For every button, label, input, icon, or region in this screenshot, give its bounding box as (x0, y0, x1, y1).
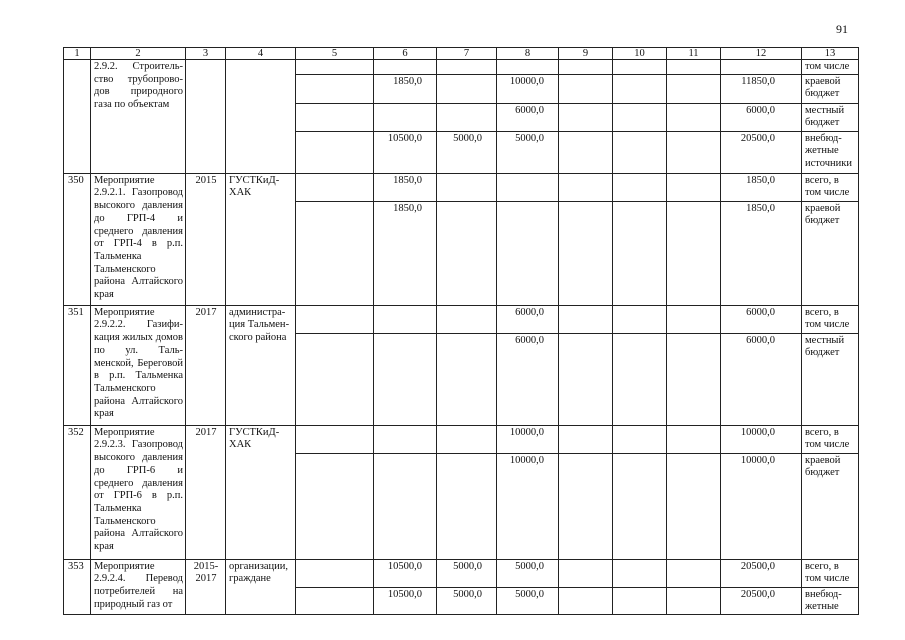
funding-row (64, 559, 859, 587)
amount-cell-6 (374, 60, 437, 75)
total-cell: 20500,0 (721, 559, 802, 587)
funding-row (64, 425, 859, 453)
amount-cell-7: 5000,0 (437, 131, 497, 173)
amount-cell-8: 6000,0 (497, 103, 559, 131)
header-cell: 1 (64, 48, 91, 60)
amount-cell-7 (437, 60, 497, 75)
year-cell: 2015 (186, 173, 226, 305)
empty-cell (559, 103, 613, 131)
activity-description: Мероприятие 2.9.2.1. Газопровод высокого давления до ГРП-4 и среднего давления от ГРП-4 в р.п. Тальменка Тальменского района Алтайского края (91, 173, 186, 305)
funding-source-cell: местный бюджет (802, 333, 859, 425)
executor-cell: организации, граждане (226, 559, 296, 614)
amount-cell-7: 5000,0 (437, 587, 497, 614)
total-cell: 6000,0 (721, 103, 802, 131)
amount-cell-7 (437, 425, 497, 453)
header-cell: 10 (613, 48, 667, 60)
empty-cell (296, 453, 374, 559)
funding-source-cell: том числе (802, 60, 859, 75)
amount-cell-6: 1850,0 (374, 74, 437, 103)
total-cell: 11850,0 (721, 74, 802, 103)
empty-cell (559, 425, 613, 453)
amount-cell-8: 6000,0 (497, 333, 559, 425)
amount-cell-6 (374, 425, 437, 453)
total-cell: 6000,0 (721, 305, 802, 333)
amount-cell-6 (374, 453, 437, 559)
page-number: 91 (836, 22, 848, 36)
empty-cell (296, 74, 374, 103)
total-cell: 20500,0 (721, 131, 802, 173)
empty-cell (559, 201, 613, 305)
header-cell: 13 (802, 48, 859, 60)
funding-source-cell: всего, в том числе (802, 305, 859, 333)
funding-row (64, 60, 859, 75)
funding-source-cell: краевой бюджет (802, 201, 859, 305)
amount-cell-7 (437, 453, 497, 559)
funding-row (64, 173, 859, 201)
empty-cell (559, 60, 613, 75)
year-cell: 2017 (186, 305, 226, 425)
empty-cell (296, 173, 374, 201)
amount-cell-7 (437, 305, 497, 333)
empty-cell (613, 103, 667, 131)
amount-cell-7 (437, 173, 497, 201)
total-cell: 10000,0 (721, 453, 802, 559)
empty-cell (613, 201, 667, 305)
empty-cell (296, 60, 374, 75)
header-cell: 11 (667, 48, 721, 60)
header-cell: 6 (374, 48, 437, 60)
empty-cell (296, 559, 374, 587)
amount-cell-8: 5000,0 (497, 131, 559, 173)
year-cell: 2017 (186, 425, 226, 559)
row-number-cell: 350 (64, 173, 91, 305)
activity-description: Мероприятие 2.9.2.3. Газопровод высокого давления до ГРП-6 и среднего давления от ГРП-6 в р.п. Тальменка Тальменского района Алтайского края (91, 425, 186, 559)
header-cell: 12 (721, 48, 802, 60)
total-cell: 20500,0 (721, 587, 802, 614)
row-number-cell: 351 (64, 305, 91, 425)
header-cell: 9 (559, 48, 613, 60)
empty-cell (667, 453, 721, 559)
activity-description: 2.9.2. Строительство трубопроводов природного газа по объектам (91, 60, 186, 174)
funding-source-cell: внебюджетные источники (802, 131, 859, 173)
empty-cell (667, 173, 721, 201)
amount-cell-6: 1850,0 (374, 173, 437, 201)
empty-cell (667, 587, 721, 614)
empty-cell (613, 60, 667, 75)
empty-cell (559, 74, 613, 103)
executor-cell: ГУСТКиДХАК (226, 173, 296, 305)
amount-cell-8: 10000,0 (497, 425, 559, 453)
executor-cell: администрация Тальменского района (226, 305, 296, 425)
amount-cell-8: 5000,0 (497, 559, 559, 587)
empty-cell (296, 131, 374, 173)
row-number-cell: 353 (64, 559, 91, 614)
amount-cell-6: 10500,0 (374, 587, 437, 614)
amount-cell-7 (437, 333, 497, 425)
empty-cell (667, 103, 721, 131)
empty-cell (559, 559, 613, 587)
total-cell: 1850,0 (721, 201, 802, 305)
amount-cell-8: 5000,0 (497, 587, 559, 614)
amount-cell-6: 1850,0 (374, 201, 437, 305)
amount-cell-6 (374, 305, 437, 333)
empty-cell (296, 103, 374, 131)
executor-cell (226, 60, 296, 174)
amount-cell-8: 10000,0 (497, 453, 559, 559)
total-cell: 6000,0 (721, 333, 802, 425)
total-cell: 1850,0 (721, 173, 802, 201)
funding-source-cell: местный бюджет (802, 103, 859, 131)
empty-cell (667, 201, 721, 305)
empty-cell (296, 333, 374, 425)
empty-cell (613, 74, 667, 103)
amount-cell-8 (497, 201, 559, 305)
amount-cell-8: 10000,0 (497, 74, 559, 103)
funding-source-cell: всего, в том числе (802, 425, 859, 453)
empty-cell (667, 559, 721, 587)
empty-cell (613, 131, 667, 173)
executor-cell: ГУСТКиДХАК (226, 425, 296, 559)
year-cell (186, 60, 226, 174)
empty-cell (667, 333, 721, 425)
empty-cell (296, 201, 374, 305)
empty-cell (296, 425, 374, 453)
empty-cell (559, 453, 613, 559)
empty-cell (559, 131, 613, 173)
row-number-cell: 352 (64, 425, 91, 559)
empty-cell (667, 60, 721, 75)
header-cell: 8 (497, 48, 559, 60)
empty-cell (667, 305, 721, 333)
total-cell: 10000,0 (721, 425, 802, 453)
amount-cell-7: 5000,0 (437, 559, 497, 587)
total-cell (721, 60, 802, 75)
empty-cell (613, 425, 667, 453)
header-cell: 2 (91, 48, 186, 60)
amount-cell-8 (497, 173, 559, 201)
amount-cell-6 (374, 103, 437, 131)
header-cell: 3 (186, 48, 226, 60)
amount-cell-7 (437, 74, 497, 103)
funding-source-cell: всего, в том числе (802, 173, 859, 201)
empty-cell (559, 587, 613, 614)
amount-cell-6: 10500,0 (374, 131, 437, 173)
empty-cell (613, 333, 667, 425)
empty-cell (667, 131, 721, 173)
empty-cell (667, 74, 721, 103)
header-cell: 5 (296, 48, 374, 60)
program-table (63, 47, 859, 615)
amount-cell-8: 6000,0 (497, 305, 559, 333)
funding-source-cell: краевой бюджет (802, 74, 859, 103)
empty-cell (296, 587, 374, 614)
empty-cell (613, 173, 667, 201)
empty-cell (613, 559, 667, 587)
amount-cell-7 (437, 103, 497, 131)
amount-cell-7 (437, 201, 497, 305)
empty-cell (613, 305, 667, 333)
funding-source-cell: всего, в том числе (802, 559, 859, 587)
activity-description: Мероприятие 2.9.2.2. Газификация жилых домов по ул. Тальменской, Береговой в р.п. Тальменка Тальменского района Алтайского края (91, 305, 186, 425)
amount-cell-6: 10500,0 (374, 559, 437, 587)
empty-cell (559, 333, 613, 425)
empty-cell (667, 425, 721, 453)
header-row (64, 48, 859, 60)
funding-row (64, 305, 859, 333)
empty-cell (559, 173, 613, 201)
funding-source-cell: внебюджетные (802, 587, 859, 614)
amount-cell-8 (497, 60, 559, 75)
funding-source-cell: краевой бюджет (802, 453, 859, 559)
row-number-cell (64, 60, 91, 174)
empty-cell (296, 305, 374, 333)
header-cell: 4 (226, 48, 296, 60)
empty-cell (613, 453, 667, 559)
amount-cell-6 (374, 333, 437, 425)
year-cell: 2015-2017 (186, 559, 226, 614)
empty-cell (559, 305, 613, 333)
empty-cell (613, 587, 667, 614)
activity-description: Мероприятие 2.9.2.4. Перевод потребителей на природный газ от (91, 559, 186, 614)
header-cell: 7 (437, 48, 497, 60)
